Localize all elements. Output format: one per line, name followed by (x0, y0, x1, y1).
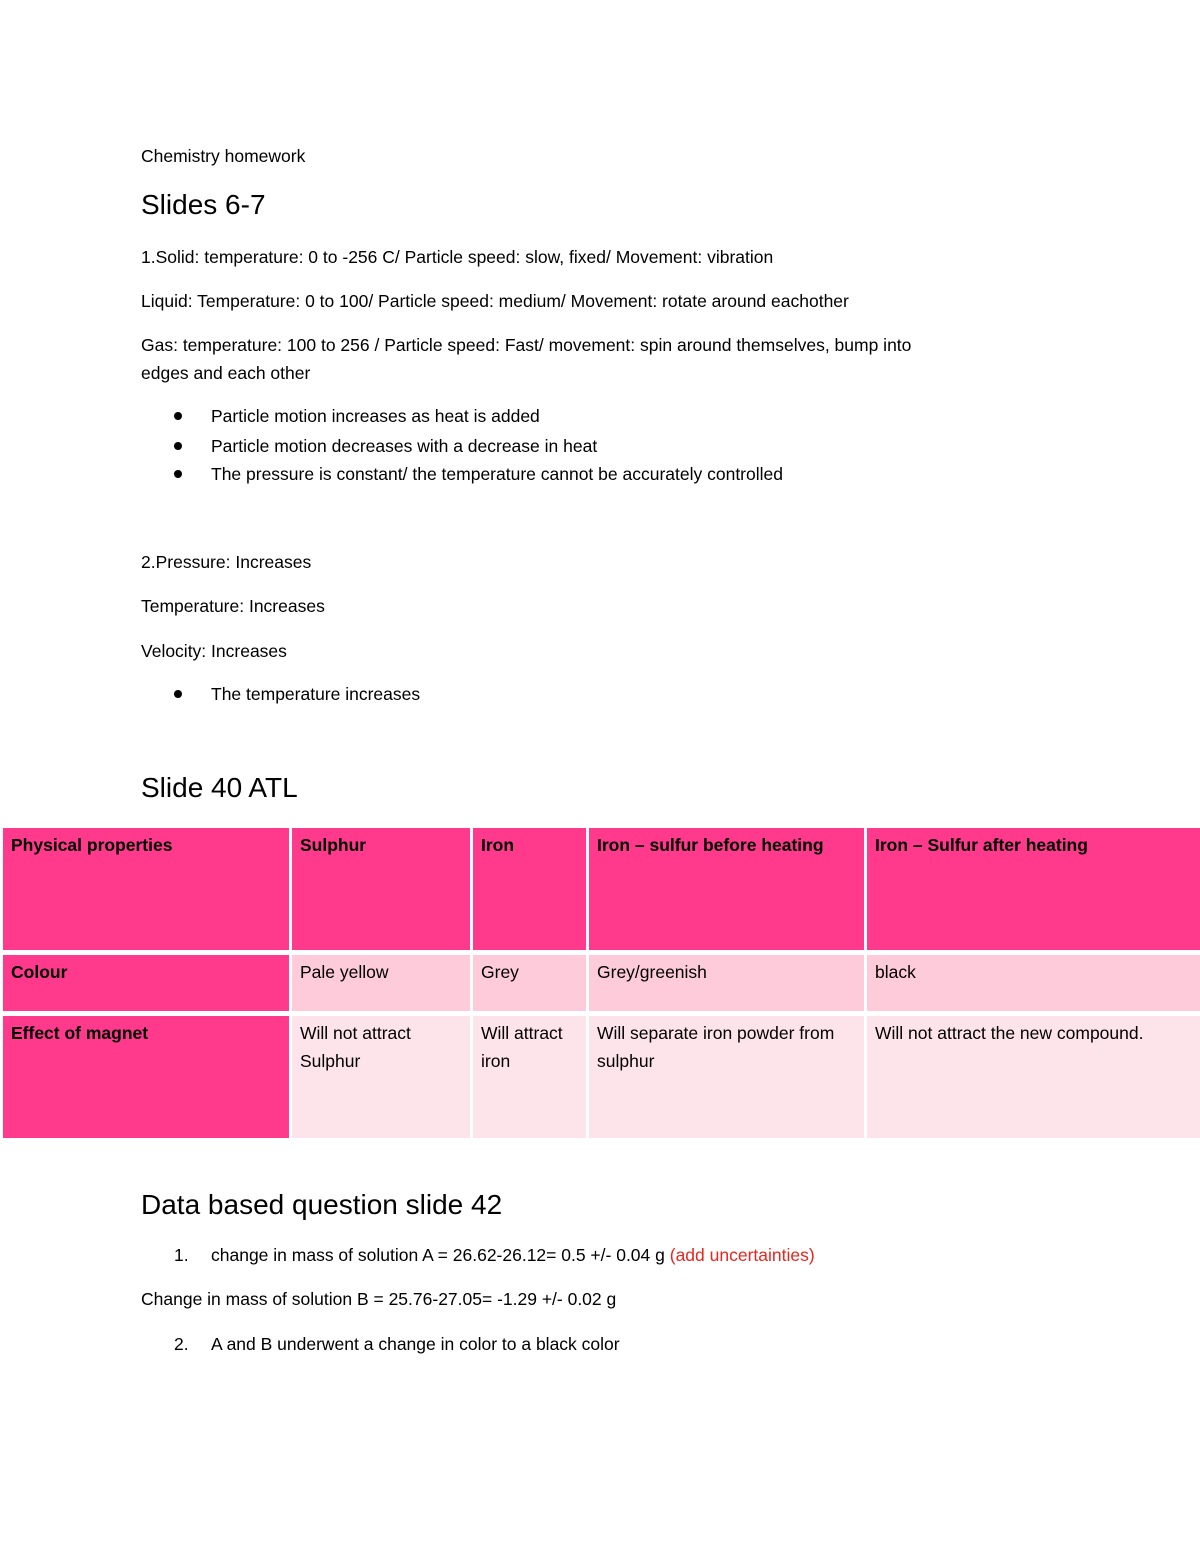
table-header-cell: Iron (473, 828, 586, 950)
table-header-cell: Iron – Sulfur after heating (867, 828, 1200, 950)
table-row (3, 1016, 1200, 1138)
row-header-cell: Colour (3, 955, 289, 1011)
row-header-cell: Effect of magnet (3, 1016, 289, 1138)
gas-line-continued: edges and each other (141, 363, 311, 383)
solid-line: 1.Solid: temperature: 0 to -256 C/ Particle speed: slow, fixed/ Movement: vibration (141, 247, 774, 267)
gas-line: Gas: temperature: 100 to 256 / Particle speed: Fast/ movement: spin around themselves, bump into (141, 335, 912, 355)
table-header-cell: Physical properties (3, 828, 289, 950)
table-cell: Will separate iron powder from sulphur (589, 1016, 864, 1138)
section-heading-slides-6-7: Slides 6-7 (141, 189, 266, 220)
uncertainty-note: (add uncertainties) (669, 1245, 815, 1265)
section-heading-slide-42: Data based question slide 42 (141, 1189, 503, 1220)
table-header-row (3, 828, 1200, 950)
table-header-cell: Sulphur (292, 828, 470, 950)
bullet-icon (174, 442, 182, 450)
table-cell: Grey/greenish (589, 955, 864, 1011)
list-item: The pressure is constant/ the temperature cannot be accurately controlled (211, 464, 783, 484)
list-item: The temperature increases (211, 684, 421, 704)
mass-change-a: change in mass of solution A = 26.62-26.12= 0.5 +/- 0.04 g (211, 1245, 665, 1265)
temperature-line: Temperature: Increases (141, 596, 325, 616)
table-cell: Will attract iron (473, 1016, 586, 1138)
mass-change-b: Change in mass of solution B = 25.76-27.05= -1.29 +/- 0.02 g (141, 1289, 617, 1309)
document-title: Chemistry homework (141, 146, 306, 166)
table-header-cell: Iron – sulfur before heating (589, 828, 864, 950)
table-cell: Will not attract Sulphur (292, 1016, 470, 1138)
table-row (3, 955, 1200, 1011)
pressure-line: 2.Pressure: Increases (141, 552, 312, 572)
list-item: Particle motion increases as heat is added (211, 406, 540, 426)
liquid-line: Liquid: Temperature: 0 to 100/ Particle speed: medium/ Movement: rotate around eachother (141, 291, 849, 311)
velocity-line: Velocity: Increases (141, 641, 287, 661)
table-cell: black (867, 955, 1200, 1011)
bullet-icon (174, 690, 182, 698)
section-heading-slide-40: Slide 40 ATL (141, 772, 298, 803)
properties-table (0, 828, 1200, 1138)
bullet-icon (174, 470, 182, 478)
list-item: Particle motion decreases with a decrease in heat (211, 436, 598, 456)
table-cell: Will not attract the new compound. (867, 1016, 1200, 1138)
table-cell: Grey (473, 955, 586, 1011)
list-number: 1. (174, 1245, 189, 1265)
list-number: 2. (174, 1334, 189, 1354)
table-cell: Pale yellow (292, 955, 470, 1011)
list-item-text: A and B underwent a change in color to a black color (211, 1334, 620, 1354)
list-item-text (211, 1241, 815, 1269)
bullet-icon (174, 412, 182, 420)
